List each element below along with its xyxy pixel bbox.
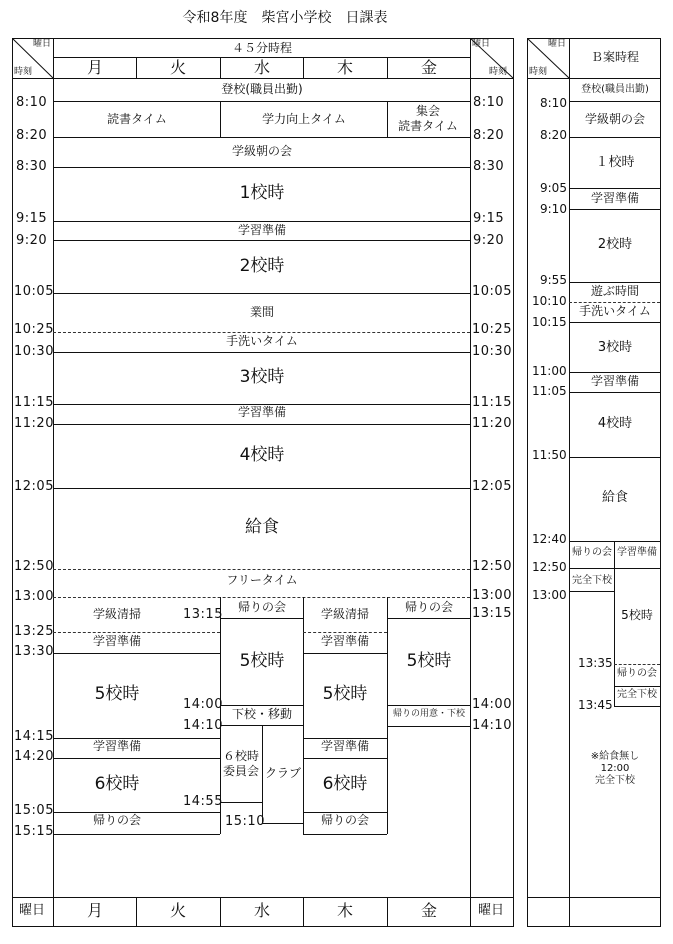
header-day-fri: 金 [420, 58, 438, 77]
header-youbi-left: 曜日 [33, 39, 52, 49]
time-left: 14:20 [14, 749, 54, 764]
cell-wed-period-5: 5校時 [239, 651, 285, 671]
footer-day-tue: 火 [169, 901, 187, 920]
time-inner-mon-1410: 14:10 [183, 718, 223, 733]
footer-youbi-left: 曜日 [19, 903, 46, 918]
b-time: 9:10 [540, 202, 567, 216]
cell-mon-junbi-2: 学習準備 [92, 739, 142, 753]
cell-gakuryoku: 学力向上タイム [262, 112, 346, 126]
footer-day-fri: 金 [420, 901, 438, 920]
b-cell-kaeri-1: 帰りの会 [572, 547, 612, 558]
cell-kyushoku: 給食 [245, 517, 279, 537]
cell-mon-junbi-1: 学習準備 [92, 634, 142, 648]
cell-thu-junbi-1: 学習準備 [320, 634, 370, 648]
time-left: 10:05 [14, 284, 54, 299]
time-left: 10:30 [14, 344, 54, 359]
time-right: 14:10 [472, 718, 512, 733]
b-plan-title: Ｂ案時程 [590, 50, 640, 64]
time-inner-wed-1510: 15:10 [225, 814, 265, 829]
cell-junbi-2: 学習準備 [237, 405, 287, 419]
header-jikoku-left: 時刻 [14, 67, 33, 77]
footer-day-mon: 月 [86, 901, 104, 920]
b-header-jikoku: 時刻 [529, 67, 548, 77]
b-cell-junbi-2: 学習準備 [590, 374, 640, 388]
b-note-no-lunch: ※給食無し [590, 751, 640, 762]
time-inner-mon-1400: 14:00 [183, 697, 223, 712]
time-right: 13:00 [472, 588, 512, 603]
b-time: 9:55 [540, 273, 567, 287]
cell-period-4: 4校時 [239, 445, 285, 465]
b-time: 12:40 [532, 532, 567, 546]
b-cell-period-1: １校時 [595, 155, 635, 170]
cell-asa-kai: 学級朝の会 [231, 144, 293, 158]
time-left: 9:20 [16, 233, 48, 248]
time-right: 10:05 [472, 284, 512, 299]
cell-shukai: 集会 [415, 104, 441, 118]
cell-gyokan: 業間 [249, 305, 275, 319]
b-cell-tearai: 手洗いタイム [579, 304, 651, 318]
time-right: 8:10 [473, 95, 505, 110]
b-note-zengeko: 完全下校 [595, 775, 635, 786]
time-left: 8:30 [16, 159, 48, 174]
time-left: 13:25 [14, 624, 54, 639]
schedule-45-label: ４５分時程 [231, 41, 293, 55]
cell-mon-seisou: 学級清掃 [92, 607, 142, 621]
time-left: 11:15 [14, 395, 54, 410]
cell-mon-kaeri: 帰りの会 [92, 813, 142, 827]
b-cell-tokou: 登校(職員出勤) [581, 84, 649, 95]
time-right: 10:30 [472, 344, 512, 359]
cell-junbi-1: 学習準備 [237, 223, 287, 237]
time-right: 11:20 [472, 416, 512, 431]
cell-fri-kaeri: 帰りの会 [404, 600, 454, 614]
cell-dokusho: 読書タイム [107, 112, 167, 126]
cell-thu-seisou: 学級清掃 [320, 607, 370, 621]
cell-wed-iinkai: 委員会 [222, 764, 260, 778]
time-right: 9:20 [473, 233, 505, 248]
time-right: 11:15 [472, 395, 512, 410]
b-time: 13:45 [578, 698, 613, 712]
cell-thu-kaeri: 帰りの会 [320, 813, 370, 827]
header-day-tue: 火 [169, 58, 187, 77]
b-time: 11:05 [532, 384, 567, 398]
header-day-wed: 水 [253, 58, 271, 77]
header-youbi-right: 曜日 [472, 39, 491, 49]
b-time: 13:35 [578, 656, 613, 670]
cell-mon-period-5: 5校時 [94, 684, 140, 704]
cell-period-2: 2校時 [239, 256, 285, 276]
b-cell-period-4: 4校時 [597, 416, 633, 431]
time-inner-mon-1315: 13:15 [183, 607, 223, 622]
cell-period-1: 1校時 [239, 183, 285, 203]
b-cell-junbi-1: 学習準備 [590, 191, 640, 205]
time-right: 8:30 [473, 159, 505, 174]
time-right: 14:00 [472, 697, 512, 712]
cell-free-time: フリータイム [226, 573, 298, 587]
b-cell-period-3: 3校時 [597, 340, 633, 355]
b-time: 13:00 [532, 588, 567, 602]
b-time: 12:50 [532, 560, 567, 574]
cell-wed-iinkai-period: ６校時 [222, 749, 260, 763]
time-left: 8:20 [16, 128, 48, 143]
b-time: 9:05 [540, 181, 567, 195]
b-time: 11:00 [532, 364, 567, 378]
time-left: 13:00 [14, 589, 54, 604]
cell-fri-geko: 帰りの用意・下校 [392, 709, 466, 719]
time-right: 10:25 [472, 322, 512, 337]
b-time: 10:10 [532, 294, 567, 308]
time-left: 15:15 [14, 824, 54, 839]
time-right: 12:05 [472, 479, 512, 494]
b-note-time: 12:00 [600, 763, 630, 774]
b-cell-junbi-3: 学習準備 [617, 547, 657, 558]
time-right: 12:50 [472, 559, 512, 574]
b-cell-zengeko-1: 完全下校 [572, 575, 612, 586]
cell-fri-period-5: 5校時 [406, 651, 452, 671]
cell-period-3: 3校時 [239, 367, 285, 387]
header-day-thu: 木 [336, 58, 354, 77]
time-inner-mon-1455: 14:55 [183, 794, 223, 809]
time-left: 12:05 [14, 479, 54, 494]
time-right: 13:15 [472, 606, 512, 621]
cell-thu-period-5: 5校時 [322, 684, 368, 704]
cell-wed-kaeri: 帰りの会 [237, 600, 287, 614]
b-cell-kyushoku: 給食 [601, 490, 629, 505]
time-left: 14:15 [14, 729, 54, 744]
cell-tearai: 手洗いタイム [226, 334, 298, 348]
cell-thu-junbi-2: 学習準備 [320, 739, 370, 753]
cell-tokou: 登校(職員出勤) [221, 82, 303, 96]
b-cell-period-5: 5校時 [621, 608, 653, 622]
footer-youbi-right: 曜日 [478, 903, 505, 918]
b-time: 8:20 [540, 128, 567, 142]
b-cell-period-2: 2校時 [597, 237, 633, 252]
b-cell-zengeko-2: 完全下校 [617, 689, 657, 700]
time-left: 10:25 [14, 322, 54, 337]
time-left: 12:50 [14, 559, 54, 574]
time-right: 8:20 [473, 128, 505, 143]
b-header-youbi: 曜日 [548, 39, 567, 49]
cell-mon-period-6: 6校時 [94, 774, 140, 794]
time-left: 15:05 [14, 803, 54, 818]
time-left: 9:15 [16, 211, 48, 226]
cell-thu-period-6: 6校時 [322, 774, 368, 794]
cell-wed-club: クラブ [264, 766, 302, 780]
header-jikoku-right: 時刻 [489, 67, 508, 77]
header-day-mon: 月 [86, 58, 104, 77]
time-left: 13:30 [14, 644, 54, 659]
b-time: 11:50 [532, 448, 567, 462]
time-right: 9:15 [473, 211, 505, 226]
b-cell-asobi: 遊ぶ時間 [590, 284, 640, 298]
b-cell-kaeri-2: 帰りの会 [617, 668, 657, 679]
b-time: 8:10 [540, 96, 567, 110]
b-time: 10:15 [532, 315, 567, 329]
cell-shukai-dokusho: 読書タイム [398, 119, 458, 133]
time-left: 11:20 [14, 416, 54, 431]
b-cell-asa-kai: 学級朝の会 [584, 112, 646, 126]
page-title: 令和8年度 柴宮小学校 日課表 [182, 10, 388, 26]
time-left: 8:10 [16, 95, 48, 110]
footer-day-wed: 水 [253, 901, 271, 920]
footer-day-thu: 木 [336, 901, 354, 920]
cell-wed-geko: 下校・移動 [231, 707, 293, 721]
